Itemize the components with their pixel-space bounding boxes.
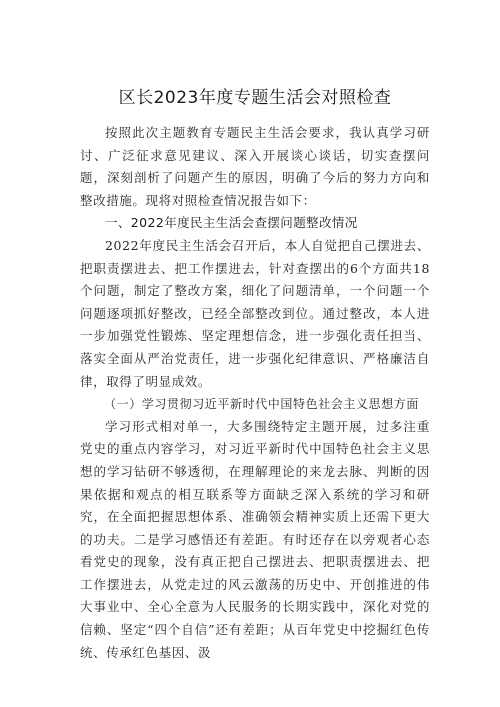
subsection-heading: （一）学习贯彻习近平新时代中国特色社会主义思想方面: [104, 397, 420, 412]
intro-paragraph: 按照此次主题教育专题民主生活会要求，我认真学习研讨、广泛征求意见建议、深入开展谈心谈话，切实查摆问题，深刻剖析了问题产生的原因，明确了今后的努力方向和整改措施。现将对照检查情况报告如下：: [80, 125, 430, 208]
section-heading: 一、2022年度民主生活会查摆问题整改情况: [105, 215, 358, 231]
document-page: [80, 86, 430, 664]
document-title: 区长2023年度专题生活会对照检查: [118, 88, 392, 108]
subsection-paragraph: 学习形式相对单一，大多围绕特定主题开展，过多注重党史的重点内容学习，对习近平新时代中国特色社会主义思想的学习钻研不够透彻，在理解理论的来龙去脉、判断的因果依据和观点的相互联系等方面缺乏深入系统的学习和研究，在全面把握思想体系、准确领会精神实质上还需下更大的功夫。二是学习感悟还有差距。有时还存在以旁观者心态看党史的现象，没有真正把自己摆进去、把职责摆进去、把工作摆进去，从党走过的风云激荡的历史中、开创推进的伟大事业中、全心全意为人民服务的长期实践中，深化对党的信赖、坚定“四个自信”还有差距；从百年党史中挖掘红色传统、传承红色基因、汲: [80, 418, 430, 660]
section-paragraph: 2022年度民主生活会召开后，本人自觉把自己摆进去、把职责摆进去、把工作摆进去，针对查摆出的6个方面共18个问题，制定了整改方案，细化了问题清单，一个问题一个问题逐项抓好整改，已经全部整改到位。通过整改，本人进一步加强党性锻炼、坚定理想信念，进一步强化责任担当、落实全面从严治党责任，进一步强化纪律意识、严格廉洁自律，取得了明显成效。: [80, 237, 430, 389]
